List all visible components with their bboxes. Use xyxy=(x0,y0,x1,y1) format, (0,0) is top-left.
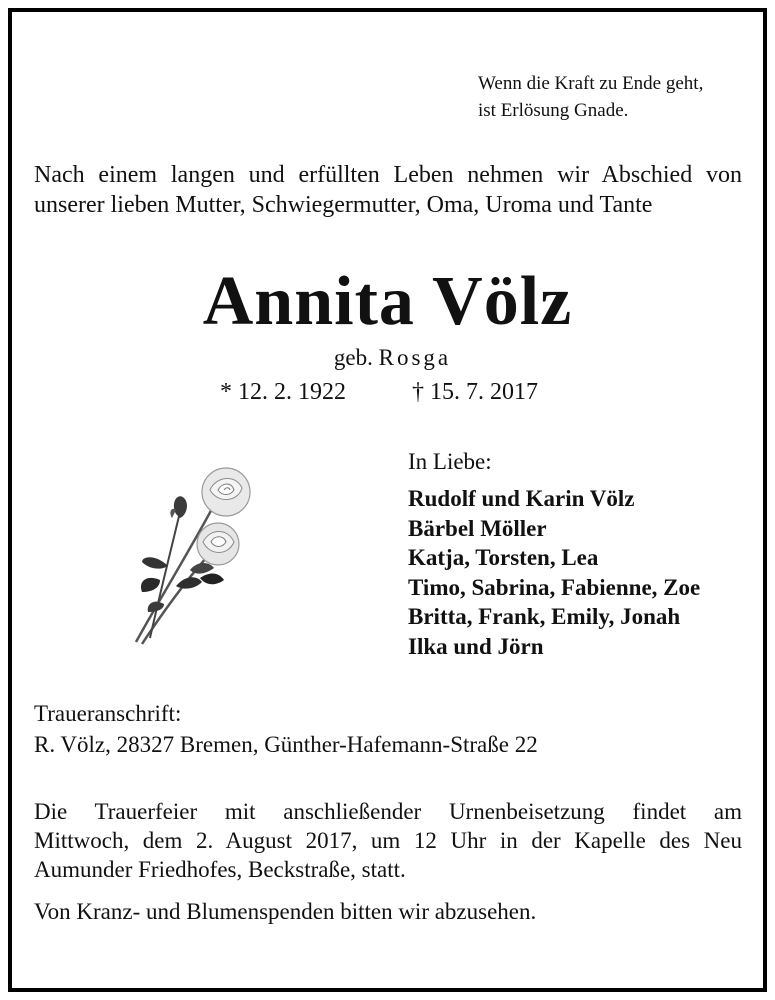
ceremony-line-3: Aumunder Friedhofes, Beckstraße, statt. xyxy=(34,857,406,882)
intro-line-2: unserer lieben Mutter, Schwiegermutter, Oma, Uroma und Tante xyxy=(34,192,653,218)
life-dates xyxy=(220,377,560,407)
birth-name-value: Rosga xyxy=(378,345,452,370)
death-date: † 15. 7. 2017 xyxy=(412,379,538,405)
address-value: R. Völz, 28327 Bremen, Günther-Hafemann-Straße 22 xyxy=(34,732,538,757)
rose-illustration-icon xyxy=(128,462,258,662)
motto-line-2: ist Erlösung Gnade. xyxy=(478,100,629,121)
deceased-name: Annita Völz xyxy=(202,263,573,340)
intro-text xyxy=(34,160,742,220)
motto-verse xyxy=(478,70,703,124)
closing-note: Von Kranz- und Blumenspenden bitten wir abzusehen. xyxy=(34,899,537,924)
mourning-address xyxy=(34,698,538,760)
mourner-line: Britta, Frank, Emily, Jonah xyxy=(408,604,681,629)
birth-name xyxy=(0,343,775,373)
intro-line-1: Nach einem langen und erfüllten Leben nehmen wir Abschied von xyxy=(34,162,742,188)
ceremony-text xyxy=(34,797,742,884)
mourner-line: Ilka und Jörn xyxy=(408,633,544,659)
ceremony-line-2: Mittwoch, dem 2. August 2017, um 12 Uhr in der Kapelle des Neu xyxy=(34,828,742,853)
ceremony-line-1: Die Trauerfeier mit anschließender Urnenbeisetzung findet am xyxy=(34,799,742,824)
mourner-line: Timo, Sabrina, Fabienne, Zoe xyxy=(408,574,701,600)
mourner-line: Bärbel Möller xyxy=(408,515,547,541)
birth-name-prefix: geb. xyxy=(333,345,373,370)
birth-date: * 12. 2. 1922 xyxy=(220,379,346,405)
address-label: Traueranschrift: xyxy=(34,701,182,726)
mourner-line: Katja, Torsten, Lea xyxy=(408,545,599,570)
mourner-line: Rudolf und Karin Völz xyxy=(408,486,635,511)
mourners-heading: In Liebe: xyxy=(408,449,492,474)
mourners-list xyxy=(408,484,700,661)
motto-line-1: Wenn die Kraft zu Ende geht, xyxy=(478,73,704,94)
